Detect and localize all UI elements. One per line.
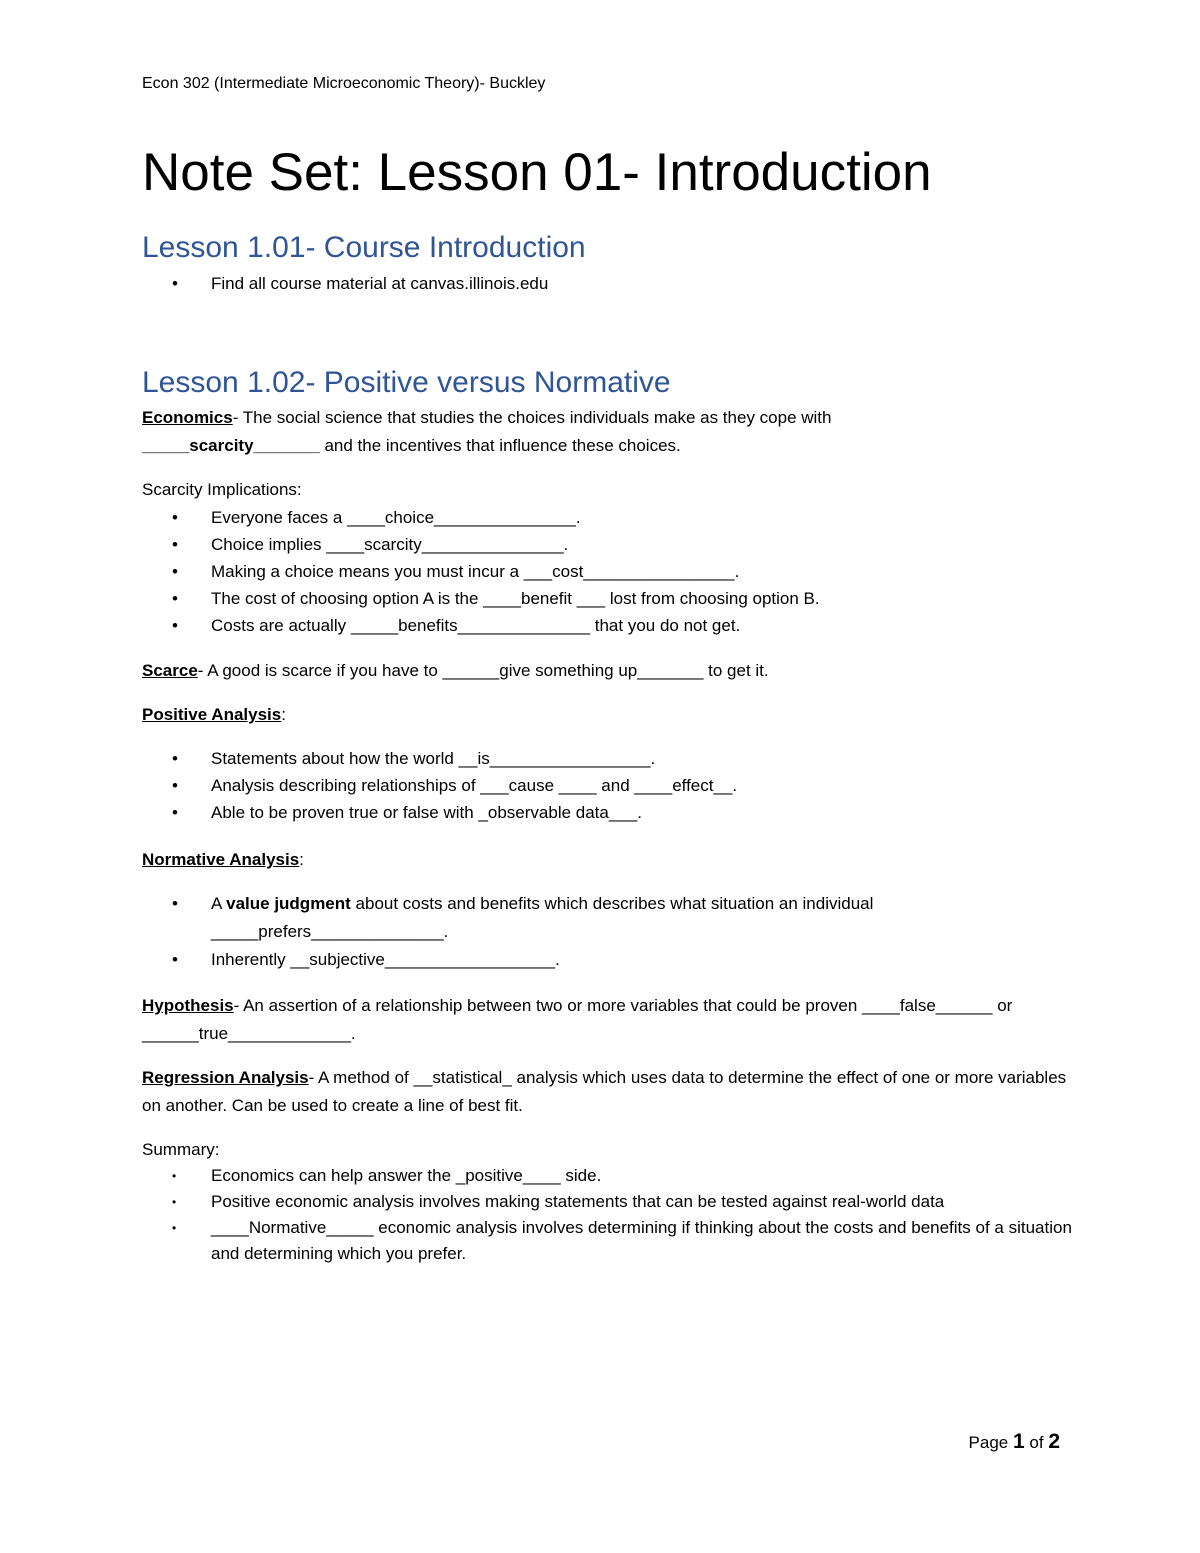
list-item: • ____Normative_____ economic analysis involves determining if thinking about the costs and benefits of a situation and determining which you prefer.	[142, 1215, 1082, 1267]
list-item: • The cost of choosing option A is the ____benefit ___ lost from choosing option B.	[142, 585, 1082, 612]
bullet-icon: •	[172, 274, 178, 293]
page-title: Note Set: Lesson 01- Introduction	[142, 143, 932, 202]
lesson-1-02-heading: Lesson 1.02- Positive versus Normative	[142, 366, 671, 399]
positive-analysis-list	[142, 745, 1082, 826]
bullet-icon: •	[172, 535, 178, 554]
bullet-icon: •	[172, 894, 178, 913]
scarcity-blank: _____scarcity_______	[142, 436, 320, 455]
list-item: • Costs are actually _____benefits______________ that you do not get.	[142, 612, 1082, 639]
bullet-icon: •	[172, 950, 178, 969]
list-item: • Choice implies ____scarcity_______________.	[142, 531, 1082, 558]
total-page-count: 2	[1048, 1430, 1060, 1453]
current-page-number: 1	[1012, 1430, 1025, 1453]
bullet-icon: •	[172, 803, 178, 822]
list-item: • Everyone faces a ____choice_______________.	[142, 504, 1082, 531]
lesson-1-01-heading: Lesson 1.01- Course Introduction	[142, 231, 586, 264]
hypothesis-definition: Hypothesis- An assertion of a relationship between two or more variables that could be proven ____false______ or ______true_____________.	[142, 996, 1013, 1043]
normative-analysis-list	[142, 890, 1082, 974]
normative-analysis-heading: Normative Analysis:	[142, 850, 304, 869]
economics-term: Economics	[142, 408, 233, 427]
bullet-icon: •	[172, 1169, 177, 1183]
bullet-icon: •	[172, 562, 178, 581]
bullet-icon: •	[172, 616, 178, 635]
page-number-footer: Page 1 of 2	[968, 1430, 1060, 1453]
scarce-term: Scarce	[142, 661, 198, 680]
list-item: • Find all course material at canvas.illinois.edu	[142, 270, 1082, 297]
positive-analysis-heading: Positive Analysis:	[142, 705, 286, 724]
value-judgment-term: value judgment	[226, 894, 351, 913]
bullet-icon: •	[172, 589, 178, 608]
list-item: • A value judgment about costs and benefits which describes what situation an individual _____prefers______________.	[142, 890, 1082, 946]
hypothesis-term: Hypothesis	[142, 996, 234, 1015]
regression-definition: Regression Analysis- A method of __statistical_ analysis which uses data to determine the effect of one or more variables on another. Can be used to create a line of best fit.	[142, 1068, 1067, 1115]
bullet-icon: •	[172, 776, 178, 795]
regression-analysis-term: Regression Analysis	[142, 1068, 309, 1087]
list-item: • Making a choice means you must incur a ___cost________________.	[142, 558, 1082, 585]
scarce-definition: Scarce- A good is scarce if you have to ______give something up_______ to get it.	[142, 661, 769, 680]
lesson-1-01-list	[142, 270, 1082, 297]
list-item: • Able to be proven true or false with _observable data___.	[142, 799, 1082, 826]
bullet-icon: •	[172, 1195, 177, 1209]
list-item: • Inherently __subjective__________________.	[142, 946, 1082, 974]
list-item: • Positive economic analysis involves making statements that can be tested against real-world data	[142, 1189, 1082, 1215]
scarcity-implications-list	[142, 504, 1082, 639]
bullet-icon: •	[172, 508, 178, 527]
bullet-icon: •	[172, 749, 178, 768]
list-item: • Economics can help answer the _positive____ side.	[142, 1163, 1082, 1189]
positive-analysis-term: Positive Analysis	[142, 705, 282, 724]
normative-analysis-term: Normative Analysis	[142, 850, 300, 869]
summary-label: Summary:	[142, 1140, 220, 1159]
economics-definition: Economics- The social science that studies the choices individuals make as they cope with _____scarcity_______ and the incentives that influence these choices.	[142, 408, 832, 455]
list-item: • Statements about how the world __is_________________.	[142, 745, 1082, 772]
scarcity-implications-label: Scarcity Implications:	[142, 480, 302, 499]
summary-list	[142, 1163, 1082, 1267]
list-item: • Analysis describing relationships of ___cause ____ and ____effect__.	[142, 772, 1082, 799]
bullet-icon: •	[172, 1221, 177, 1235]
running-header: Econ 302 (Intermediate Microeconomic Theory)- Buckley	[142, 75, 546, 92]
